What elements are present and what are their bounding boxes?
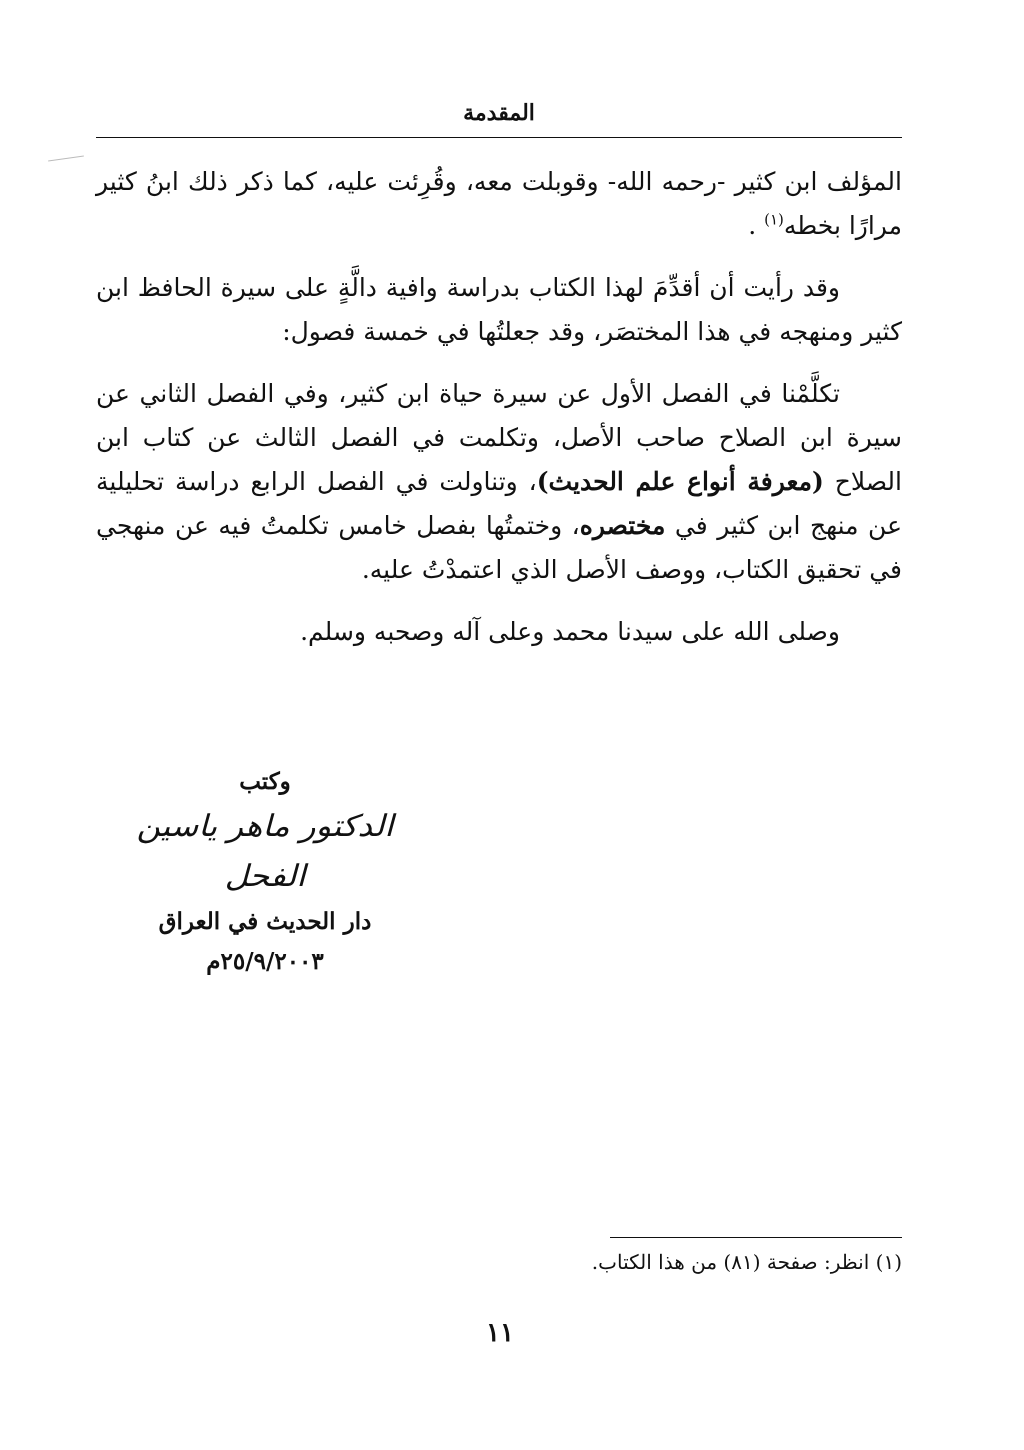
- paragraph-3-a: تكلَّمْنا في الفصل الأول عن سيرة حياة ابن كثير، وفي الفصل الثاني عن سيرة ابن الصلاح صاحب الأصل، وتكلمت في الفصل الثالث عن كتاب ابن الصلاح: [96, 379, 902, 496]
- paragraph-1-end: .: [748, 211, 757, 240]
- signature-place: دار الحديث في العراق: [158, 908, 372, 935]
- paragraph-1: [96, 160, 902, 248]
- signature-block: [130, 762, 400, 982]
- header-rule: [96, 137, 902, 138]
- book-title: (معرفة أنواع علم الحديث): [536, 467, 824, 496]
- scan-speck: [48, 155, 84, 161]
- paragraph-3-e: ، وختمتُها بفصل خامس تكلمتُ فيه عن منهجي في تحقيق الكتاب، ووصف الأصل الذي اعتمدْتُ عليه.: [96, 511, 902, 584]
- paragraph-1-text: المؤلف ابن كثير -رحمه الله- وقوبلت معه، وقُرِئت عليه، كما ذكر ذلك ابنُ كثير مرارًا بخطه: [96, 167, 902, 240]
- body-text: [96, 160, 902, 672]
- running-header: المقدمة: [463, 100, 535, 126]
- footnote-rule: [610, 1237, 902, 1238]
- paragraph-4: وصلى الله على سيدنا محمد وعلى آله وصحبه وسلم.: [300, 617, 840, 646]
- paragraph-3: [96, 372, 902, 592]
- footnote: (١) انظر: صفحة (٨١) من هذا الكتاب.: [591, 1250, 902, 1274]
- paragraph-3-c: ، وتناولت في الفصل الرابع دراسة تحليلية عن منهج ابن كثير في: [96, 467, 902, 540]
- signature-wrote: وكتب: [239, 768, 291, 795]
- signature-handwritten-name: الدكتور ماهر ياسين الفحل: [136, 809, 394, 894]
- page-number: ١١: [486, 1318, 514, 1348]
- signature-date: ٢٥/٩/٢٠٠٣م: [206, 948, 324, 975]
- book-short-title: مختصره: [579, 511, 666, 540]
- paragraph-2: وقد رأيت أن أقدِّمَ لهذا الكتاب بدراسة وافية دالَّةٍ على سيرة الحافظ ابن كثير ومنهجه في هذا المختصَر، وقد جعلتُها في خمسة فصول:: [96, 273, 902, 346]
- footnote-reference[interactable]: (١): [764, 210, 784, 229]
